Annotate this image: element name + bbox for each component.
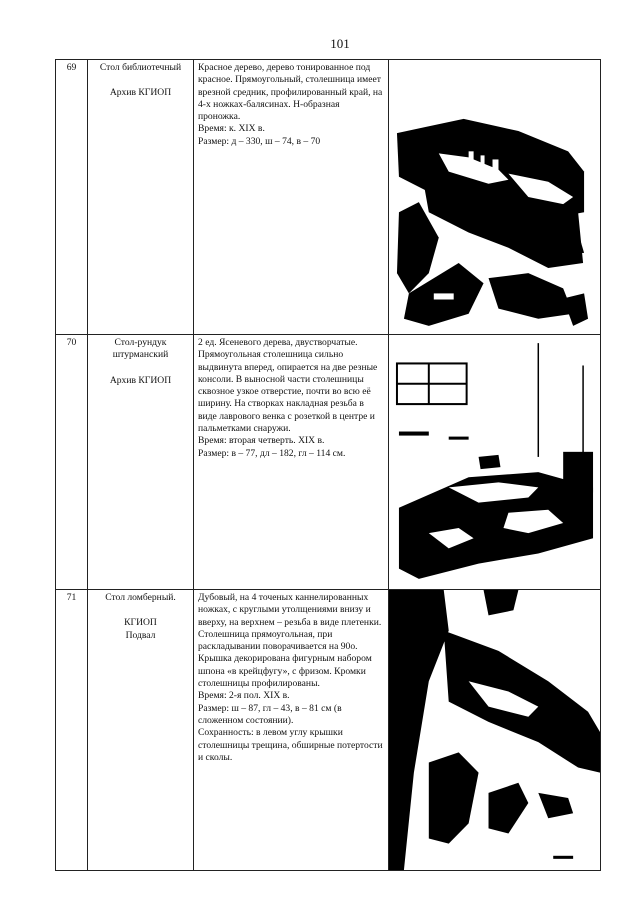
item-description: [194, 335, 389, 590]
table-photo: [389, 60, 600, 334]
item-location: Архив КГИОП: [109, 374, 172, 386]
item-number: 71: [56, 590, 88, 871]
item-photo-cell: [389, 60, 601, 335]
description-condition: Сохранность: в левом углу крышки столешницы трещина, обширные потертости и сколы.: [198, 727, 383, 763]
item-name-cell: [88, 590, 194, 871]
table-photo: [389, 335, 600, 589]
table-photo: [389, 590, 600, 870]
description-time: Время: к. XIX в.: [198, 123, 265, 135]
item-description: [194, 60, 389, 335]
description-size: Размер: ш – 87, гл – 43, в – 81 см (в сложенном состоянии).: [198, 702, 342, 726]
table-row: [56, 335, 601, 590]
item-location-detail: Подвал: [125, 629, 156, 641]
item-description: [194, 590, 389, 871]
item-number: 70: [56, 335, 88, 590]
item-name: Стол библиотечный: [99, 62, 182, 73]
description-text: 2 ед. Ясеневого дерева, двустворчатые. Прямоугольная столешница сильно выдвинута вперед, опирается на две резные консоли. В выносной части столешницы сквозное узкое отверстие, почти во всю её ширину. На створках накладная резьба в виде лаврового венка с розеткой в центре и пальметками снаружи.: [198, 337, 378, 435]
item-location: КГИОП: [124, 617, 157, 629]
table-row: [56, 590, 601, 871]
item-photo-cell: [389, 335, 601, 590]
item-location: Архив КГИОП: [109, 87, 172, 99]
description-text: Красное дерево, дерево тонированное под красное. Прямоугольный, столешница имеет врезной средник, профилированный край, на 4-х ножках-балясинах. Н-образная проножка.: [198, 62, 383, 123]
inventory-table: [55, 59, 601, 871]
description-size: Размер: д – 330, ш – 74, в – 70: [198, 135, 321, 147]
item-name: Стол ломберный.: [105, 592, 176, 603]
description-time: Время: 2-я пол. XIX в.: [198, 690, 290, 702]
item-name-cell: [88, 335, 194, 590]
description-size: Размер: в – 77, дл – 182, гл – 114 см.: [198, 447, 346, 459]
page-number: 101: [330, 36, 350, 51]
description-text: Дубовый, на 4 точеных каннелированных ножках, с круглыми утолщениями внизу и вверху, на верхнем – резьба в виде плетенки. Столешница прямоугольная, при раскладывании поворачивается на 90о. Крышка декорирована фигурным набором шпона «в крейцфугу», с фризом. Кромки столешницы профилированы.: [198, 592, 382, 690]
item-name: Стол-рундук штурманский: [112, 337, 169, 361]
description-time: Время: вторая четверть. XIX в.: [198, 435, 325, 447]
item-photo-cell: [389, 590, 601, 871]
item-number: 69: [56, 60, 88, 335]
item-name-cell: [88, 60, 194, 335]
table-row: [56, 60, 601, 335]
